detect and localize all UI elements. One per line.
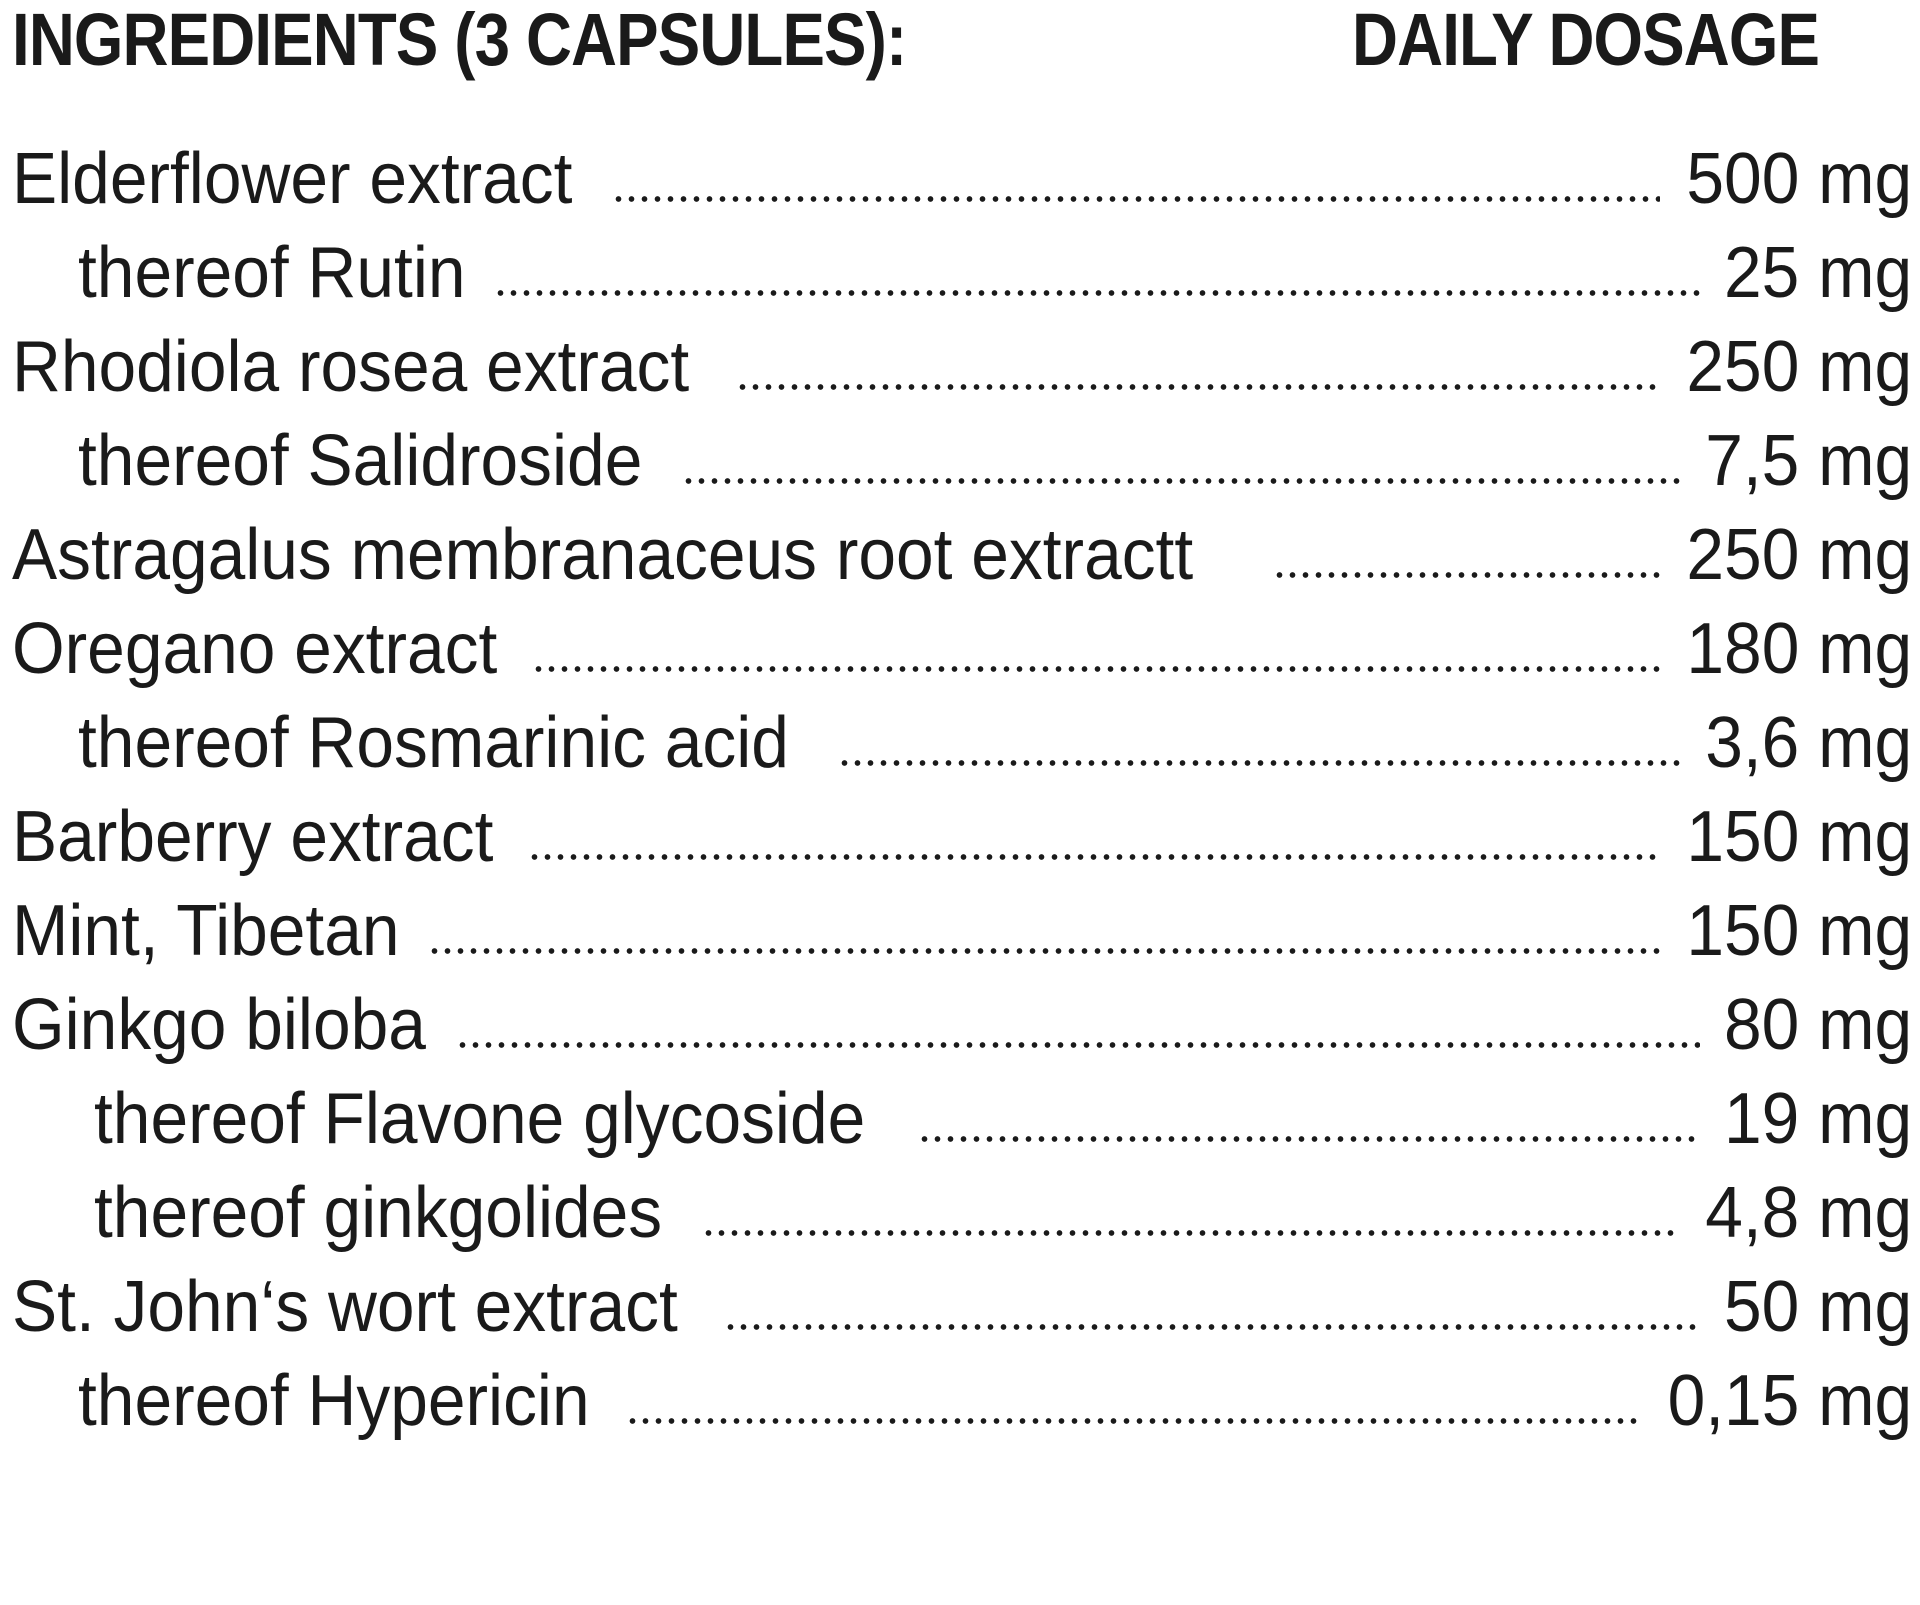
ingredient-row	[12, 508, 1912, 602]
dot-leader	[702, 1230, 1679, 1236]
ingredient-amount: 500 mg	[1686, 139, 1912, 219]
dot-leader	[532, 666, 1660, 672]
ingredient-amount: 19 mg	[1723, 1079, 1912, 1159]
ingredient-list	[12, 132, 1912, 1448]
dot-leader	[494, 290, 1700, 296]
ingredient-row	[12, 884, 1912, 978]
ingredient-amount: 0,15 mg	[1667, 1361, 1912, 1441]
ingredient-amount: 80 mg	[1723, 985, 1912, 1065]
ingredient-name: Rhodiola rosea extract	[12, 327, 690, 407]
dot-leader	[428, 948, 1660, 954]
ingredient-name: Barberry extract	[12, 797, 494, 877]
ingredient-amount: 250 mg	[1686, 327, 1912, 407]
ingredient-row	[12, 414, 1912, 508]
ingredient-row	[12, 1260, 1912, 1354]
dot-leader	[528, 854, 1660, 860]
dot-leader	[724, 1324, 1700, 1330]
ingredient-amount: 250 mg	[1686, 515, 1912, 595]
ingredient-name: thereof Rosmarinic acid	[78, 703, 789, 783]
ingredient-amount: 50 mg	[1723, 1267, 1912, 1347]
ingredient-row	[12, 132, 1912, 226]
dot-leader	[1273, 572, 1660, 578]
ingredient-amount: 150 mg	[1686, 891, 1912, 971]
ingredient-amount: 7,5 mg	[1705, 421, 1912, 501]
dot-leader	[838, 760, 1680, 766]
ingredient-name: thereof Hypericin	[78, 1361, 590, 1441]
ingredient-row	[12, 978, 1912, 1072]
dot-leader	[456, 1042, 1700, 1048]
ingredient-name: Oregano extract	[12, 609, 498, 689]
dot-leader	[626, 1418, 1640, 1424]
daily-dosage-title: DAILY DOSAGE	[1352, 0, 1820, 81]
ingredient-name: Ginkgo biloba	[12, 985, 426, 1065]
ingredient-amount: 3,6 mg	[1705, 703, 1912, 783]
ingredient-row	[12, 602, 1912, 696]
ingredient-row	[12, 790, 1912, 884]
dot-leader	[682, 478, 1680, 484]
ingredient-name: thereof Salidroside	[78, 421, 643, 501]
dot-leader	[918, 1136, 1699, 1142]
ingredient-name: Astragalus membranaceus root extractt	[12, 515, 1194, 595]
ingredient-row	[12, 1354, 1912, 1448]
dot-leader	[736, 384, 1659, 390]
ingredient-name: thereof ginkgolides	[94, 1173, 663, 1253]
ingredient-name: thereof Rutin	[78, 233, 466, 313]
ingredient-amount: 25 mg	[1723, 233, 1912, 313]
ingredient-name: Elderflower extract	[12, 139, 573, 219]
dot-leader	[612, 196, 1660, 202]
ingredient-name: thereof Flavone glycoside	[94, 1079, 866, 1159]
table-header	[12, 0, 1914, 80]
ingredient-amount: 150 mg	[1686, 797, 1912, 877]
ingredient-row	[12, 226, 1912, 320]
ingredient-name: Mint, Tibetan	[12, 891, 400, 971]
ingredient-row	[12, 320, 1912, 414]
ingredient-row	[12, 1072, 1912, 1166]
ingredients-title: INGREDIENTS (3 CAPSULES):	[12, 0, 907, 81]
ingredient-amount: 4,8 mg	[1705, 1173, 1912, 1253]
ingredient-name: St. John‘s wort extract	[12, 1267, 678, 1347]
ingredient-row	[12, 696, 1912, 790]
ingredient-amount: 180 mg	[1686, 609, 1912, 689]
ingredient-row	[12, 1166, 1912, 1260]
